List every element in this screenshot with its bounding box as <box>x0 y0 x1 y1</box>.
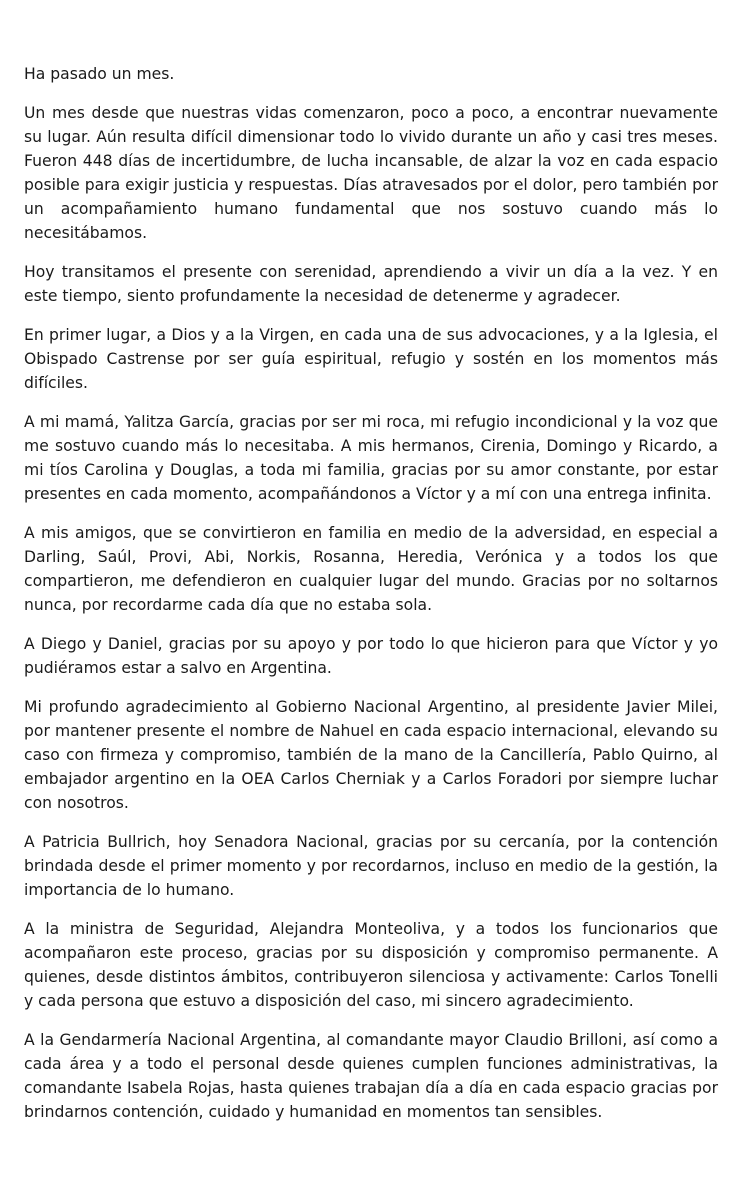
paragraph-family: A mi mamá, Yalitza García, gracias por ser mi roca, mi refugio incondicional y la voz que me sostuvo cuando más lo necesitaba. A mis hermanos, Cirenia, Domingo y Ricardo, a mi tíos Carolina y Douglas, a toda mi familia, gracias por su amor constante, por estar presentes en cada momento, acompañándonos a Víctor y a mí con una entrega infinita. <box>24 413 718 503</box>
paragraph-opening: Ha pasado un mes. <box>24 65 175 83</box>
paragraph-bullrich: A Patricia Bullrich, hoy Senadora Nacional, gracias por su cercanía, por la contención brindada desde el primer momento y por recordarnos, incluso en medio de la gestión, la importancia de lo humano. <box>24 833 718 899</box>
paragraph-diego-daniel: A Diego y Daniel, gracias por su apoyo y por todo lo que hicieron para que Víctor y yo pudiéramos estar a salvo en Argentina. <box>24 635 718 677</box>
paragraph-security-ministry: A la ministra de Seguridad, Alejandra Monteoliva, y a todos los funcionarios que acompañaron este proceso, gracias por su disposición y compromiso permanente. A quienes, desde distintos ámbitos, contribuyeron silenciosa y activamente: Carlos Tonelli y cada persona que estuvo a disposición del caso, mi sincero agradecimiento. <box>24 920 718 1010</box>
paragraph-gendarmeria: A la Gendarmería Nacional Argentina, al comandante mayor Claudio Brilloni, así como a cada área y a todo el personal desde quienes cumplen funciones administrativas, la comandante Isabela Rojas, hasta quienes trabajan día a día en cada espacio gracias por brindarnos contención, cuidado y humanidad en momentos tan sensibles. <box>24 1031 718 1121</box>
paragraph-present: Hoy transitamos el presente con serenidad, aprendiendo a vivir un día a la vez. Y en este tiempo, siento profundamente la necesidad de detenerme y agradecer. <box>24 263 718 305</box>
paragraph-faith: En primer lugar, a Dios y a la Virgen, en cada una de sus advocaciones, y a la Iglesia, el Obispado Castrense por ser guía espiritual, refugio y sostén en los momentos más difíciles. <box>24 326 718 392</box>
letter-document <box>24 62 718 1139</box>
paragraph-government: Mi profundo agradecimiento al Gobierno Nacional Argentino, al presidente Javier Milei, por mantener presente el nombre de Nahuel en cada espacio internacional, elevando su caso con firmeza y compromiso, también de la mano de la Cancillería, Pablo Quirno, al embajador argentino en la OEA Carlos Cherniak y a Carlos Foradori por siempre luchar con nosotros. <box>24 698 718 812</box>
paragraph-context: Un mes desde que nuestras vidas comenzaron, poco a poco, a encontrar nuevamente su lugar. Aún resulta difícil dimensionar todo lo vivido durante un año y casi tres meses. Fueron 448 días de incertidumbre, de lucha incansable, de alzar la voz en cada espacio posible para exigir justicia y respuestas. Días atravesados por el dolor, pero también por un acompañamiento humano fundamental que nos sostuvo cuando más lo necesitábamos. <box>24 104 718 242</box>
paragraph-friends: A mis amigos, que se convirtieron en familia en medio de la adversidad, en especial a Darling, Saúl, Provi, Abi, Norkis, Rosanna, Heredia, Verónica y a todos los que compartieron, me defendieron en cualquier lugar del mundo. Gracias por no soltarnos nunca, por recordarme cada día que no estaba sola. <box>24 524 718 614</box>
